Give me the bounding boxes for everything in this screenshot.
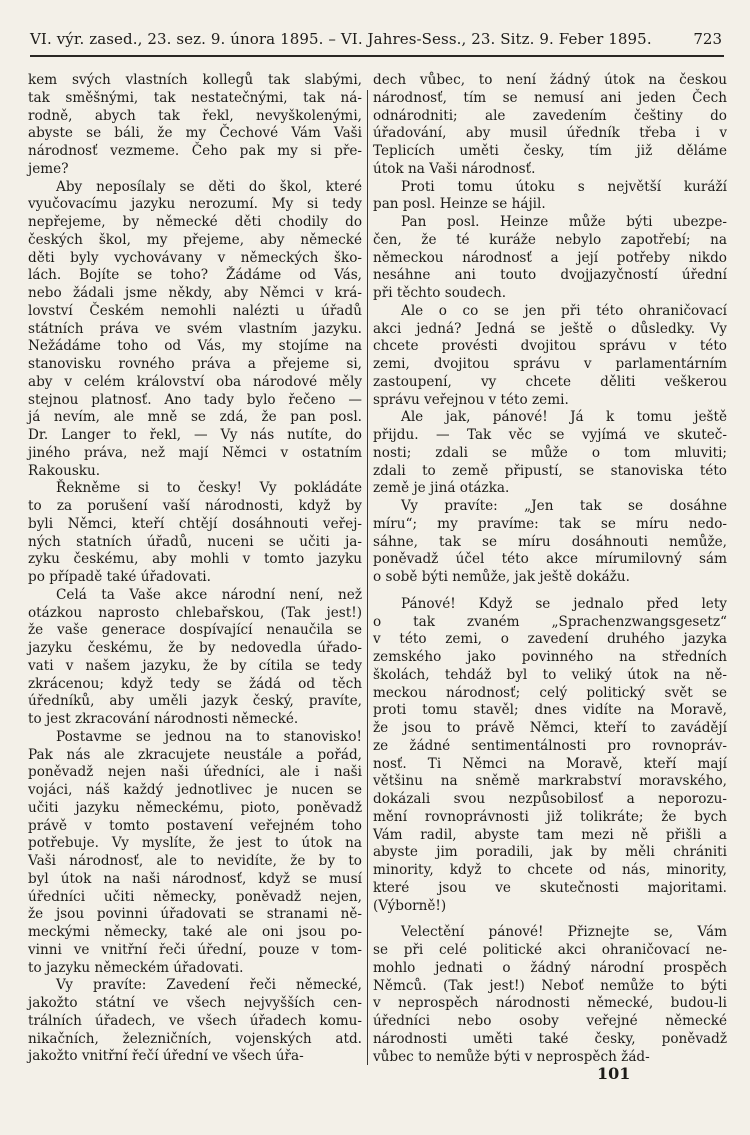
text-line: národnosti uměti také česky, poněvadž [373,1030,727,1047]
text-line: Postavme se jednou na to stanovisko! [56,728,362,745]
text-line: Pan posl. Heinze může býti ubezpe- [401,214,727,230]
text-line: Celá ta Vaše akce národní není, než [56,586,362,603]
text-line: Němců. (Tak jest!) Neboť nemůže to býti [373,977,727,994]
text-line: právě v tomto postavení veřejném toho [28,817,362,834]
text-line: Pánové! Když se jednalo před lety [401,595,727,612]
text-line: Vám radil, abyste tam mezi ně přišli a [373,826,727,843]
text-line: nosti; zdali se může o tom mluviti; [373,444,727,461]
text-line: dokázali svou nezpůsobilosť a neporozu- [373,791,727,807]
text-line: většinu na sněmě markrabství moravského, [373,773,727,790]
text-line: minority, když to chcete od nás, minority, [373,862,727,878]
text-line: jiného práva, než mají Němci v ostatním [28,444,362,461]
paragraph [373,409,727,498]
text-line: českých škol, my přejeme, aby německé [28,231,362,248]
text-line: národnosť vezmeme. Čeho pak my si pře- [28,143,362,159]
text-line: Vy pravíte: „Jen tak se dosáhne [401,498,727,514]
paragraph [373,214,727,303]
text-line: lách. Bojíte se toho? Žádáme od Vás, [28,267,362,284]
paragraph [28,480,362,587]
text-line: míru“; my pravíme: tak se míru nedo- [373,515,727,532]
text-line: Aby neposílaly se děti do škol, které [56,178,362,195]
text-line: Pak nás ale zkracujete neustále a pořád, [28,746,362,763]
text-line: pan posl. Heinze se hájil. [373,196,546,213]
text-line: o tak zvaném „Sprachenzwangsgesetz“ [373,613,727,630]
paragraph [28,72,362,179]
text-line: se při celé politické akci ohraničovací ne- [373,942,727,958]
text-line: zdali to země připustí, se stanoviska této [373,462,727,479]
text-line: nosť. Ti Němci na Moravě, kteří mají [373,755,727,772]
text-line: meckou národnosť; celý politický svět se [373,684,727,701]
text-line: otázkou naprosto chlebařskou, (Tak jest!) [28,604,362,621]
text-line: německou národnosť a její potřeby nikdo [373,249,727,266]
text-line: zyku českému, aby mohli v tomto jazyku [28,551,362,568]
text-line: zastoupení, vy chcete děliti veškerou [373,373,727,390]
text-line: stanovisku rovného práva a přejeme si, [28,356,362,372]
text-line: tak směšnými, tak nestatečnými, tak ná- [28,89,362,106]
text-line: abyste jim poradili, jak by měli chrániti [373,844,727,861]
paragraph [28,729,362,978]
left-column [28,72,362,1066]
header-rule [30,55,724,57]
text-line: úředníci učiti německy, poněvadž nejen, [28,888,362,905]
paragraph [373,179,727,215]
text-line: odnárodniti; ale zavedením češtiny do [373,107,727,124]
text-line: že jsou povinni úřadovati se stranami ně- [28,906,362,923]
text-line: jakožto vnitřní řečí úřední ve všech úřa- [28,1048,304,1065]
text-line: vyučovacímu jazyku nerozumí. My si tedy [28,196,362,213]
text-line: Vy pravíte: Zavedení řeči německé, [56,977,362,994]
text-line: zemského jako povinného na středních [373,649,727,665]
text-line: stejnou platnosť. Ano tady bylo řečeno — [28,391,362,408]
text-line: poněvadž účel této akce mírumilovný sám [373,551,727,568]
text-line: akci jedná? Jedná se ještě o důsledky. Vy [373,320,727,337]
text-line: mohlo jednati o žádný národní prospěch [373,959,727,976]
text-line: jazyku českému, že by nedovedla úřado- [28,640,362,656]
text-line: proti tomu stavěl; dnes vidíte na Moravě, [373,702,727,719]
right-column [373,72,727,1066]
text-line: ných statních úřadů, nuceni se učiti ja- [28,533,362,550]
text-line: učiti jazyku německému, pioto, poněvadž [28,799,362,816]
running-header [30,30,722,52]
text-line: o sobě býti nemůže, jak ještě dokážu. [373,569,630,585]
text-line: vati v našem jazyku, že by cítila se tedy [28,657,362,674]
text-line: národnosť, tím se nemusí ani jeden Čech [373,89,727,106]
text-line: Teplicích uměti česky, tím již děláme [373,143,727,159]
paragraph [373,924,727,1066]
text-line: zemi, dvojitou správu v parlamentárním [373,356,727,372]
text-line: lovství Českém nemohli nalézti u úřadů [28,302,362,319]
paragraph [373,498,727,587]
text-line: že jsou to právě Němci, kteří to zavádějí [373,720,727,736]
text-line: meckými německy, také ale oni jsou po- [28,924,362,940]
text-line: Rakousku. [28,462,101,479]
text-line: já nevím, ale mně se zdá, že pan posl. [28,409,362,426]
text-line: Velectění pánové! Přiznejte se, Vám [401,924,727,941]
text-line: děti byly vychovávany v německých ško- [28,249,362,266]
text-line: správu veřejnou v této zemi. [373,391,569,408]
text-line: zkrácenou; když tedy se žádá od těch [28,675,362,692]
text-line: Ale jak, pánové! Já k tomu ještě [401,409,727,426]
text-line: úředníků, aby uměli jazyk český, pravíte, [28,693,362,710]
text-line: nesáhne ani touto dvojjazyčností úřední [373,267,727,284]
paragraph [28,587,362,729]
text-line: vůbec to nemůže býti v neprospěch žád- [373,1048,650,1065]
text-line: kem svých vlastních kollegů tak slabými, [28,72,362,88]
text-line: úřadování, aby musil úředník třeba i v [373,125,727,142]
text-line: čen, že té kuráže nebylo zapotřebí; na [373,231,727,248]
text-line: potřebuje. Vy myslíte, že jest to útok na [28,835,362,852]
text-line: byl útok na naši národnosť, když se musí [28,870,362,887]
text-line: chcete provésti dvojitou správu v této [373,338,727,355]
text-line: abyste se báli, že my Čechové Vám Vaši [28,125,362,142]
text-line: nepřejeme, by německé děti chodily do [28,214,362,230]
page-number: 723 [693,30,722,48]
text-line: trálních úřadech, ve všech úřadech komu- [28,1012,362,1029]
text-line: útok na Vaši národnosť. [373,160,536,177]
text-line: země je jiná otázka. [373,480,510,497]
text-line: Vaši národnosť, ale to nevidíte, že by to [28,853,362,869]
running-head-text: VI. výr. zased., 23. sez. 9. února 1895. – VI. Jahres-Sess., 23. Sitz. 9. Feber 1895. [30,30,652,48]
text-line: jakožto státní ve všech nejvyšších cen- [28,995,362,1011]
text-line: nebo žádali jsme někdy, aby Němci v krá- [28,285,362,301]
text-line: to za porušení vaší národnosti, když by [28,498,362,514]
text-line: Proti tomu útoku s největší kuráží [401,178,727,195]
text-line: které jsou ve skutečnosti majoritami. [373,879,727,896]
paragraph [373,303,727,410]
text-line: byli Němci, kteří chtějí dosáhnouti veřej- [28,515,362,532]
text-line: mění rovnoprávnosti již tolikráte; že bych [373,808,727,825]
text-line: poněvadž nejen naši úředníci, ale i naši [28,764,362,781]
text-line: vinni ve vnitřní řeči úřední, pouze v tom- [28,941,362,958]
signature-number: 101 [597,1064,631,1083]
text-line: přijdu. — Tak věc se vyjímá ve skuteč- [373,427,727,443]
text-line: vojáci, náš každý jednotlivec je nucen se [28,782,362,798]
column-divider [367,90,368,1065]
paragraph [28,977,362,1066]
text-line: Dr. Langer to řekl, — Vy nás nutíte, do [28,427,362,443]
text-line: aby v celém království oba národové měly [28,373,362,390]
text-line: sáhne, tak se míru dosáhnouti nemůže, [373,533,727,550]
text-line: státních práva ve svém vlastním jazyku. [28,320,362,337]
text-line: nikačních, železničních, vojenských atd. [28,1030,362,1047]
text-line: Nežádáme toho od Vás, my stojíme na [28,338,362,355]
text-line: Řekněme si to česky! Vy pokládáte [56,480,362,497]
text-line: Ale o co se jen při této ohraničovací [401,302,727,319]
text-line: školách, tehdáž byl to veliký útok na ně- [373,666,727,683]
paragraph [373,596,727,916]
text-line: (Výborně!) [373,897,447,914]
text-line: to jest zkracování národnosti německé. [28,711,299,727]
text-line: rodně, abych tak řekl, nevyškolenými, [28,107,362,124]
paragraph [373,72,727,179]
text-line: při těchto soudech. [373,285,507,301]
text-line: to jazyku německém úřadovati. [28,959,244,976]
text-line: v této zemi, o zavedení druhého jazyka [373,631,727,648]
text-line: v neprospěch národnosti německé, budou-li [373,995,727,1012]
text-line: úředníci nebo osoby veřejné německé [373,1013,727,1029]
text-line: že vaše generace dospívající nenaučila se [28,622,362,639]
paragraph [28,179,362,481]
text-line: jeme? [28,160,69,177]
text-line: po případě také úřadovati. [28,569,211,585]
text-line: ze žádné sentimentálnosti pro rovnopráv- [373,737,727,754]
text-line: dech vůbec, to není žádný útok na českou [373,72,727,88]
